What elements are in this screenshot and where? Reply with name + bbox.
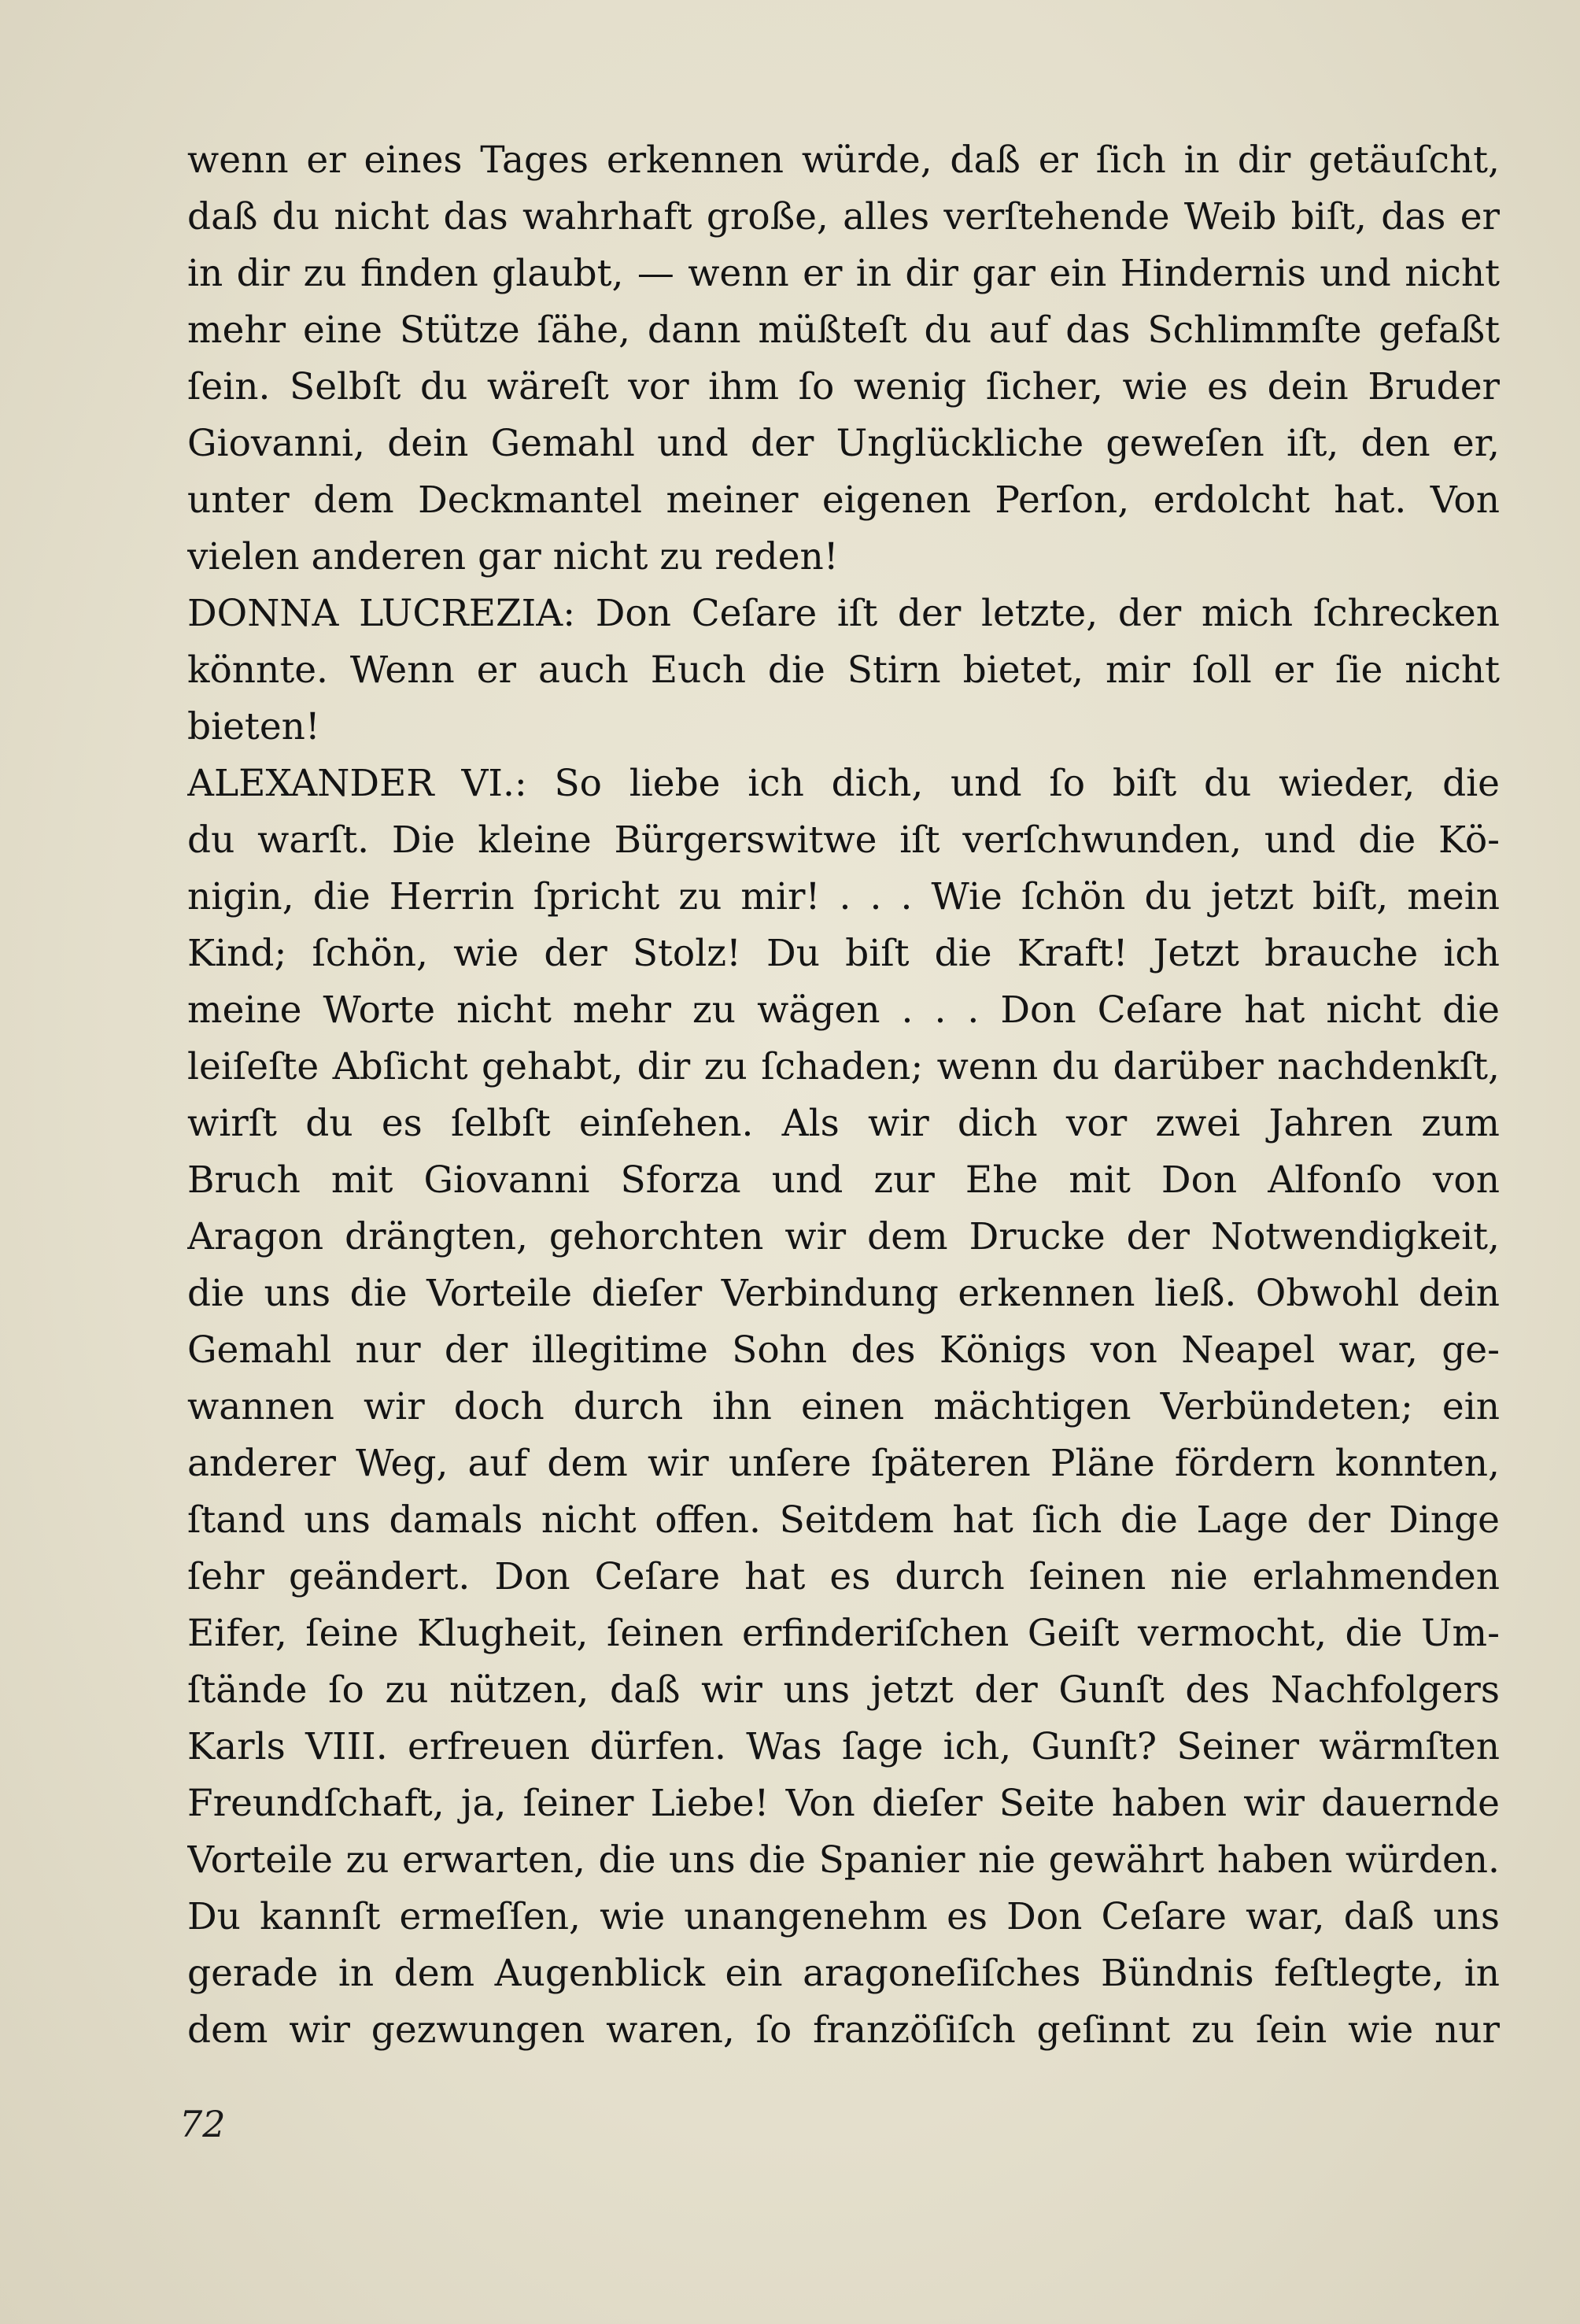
text-line: Eifer, ſeine Klugheit, ſeinen erfinderiſchen Geiſt vermocht, die Um- [187,1612,1500,1655]
text-line: DONNA LUCREZIA: Don Ceſare iſt der letzte, der mich ſchrecken [187,592,1500,635]
text-line: Aragon drängten, gehorchten wir dem Drucke der Notwendigkeit, [187,1215,1500,1258]
text-line: ſtand uns damals nicht offen. Seitdem hat ſich die Lage der Dinge [187,1498,1500,1542]
text-line: ſehr geändert. Don Ceſare hat es durch ſeinen nie erlahmenden [187,1555,1500,1598]
text-line: ſtände ſo zu nützen, daß wir uns jetzt der Gunſt des Nachfolgers [187,1668,1500,1712]
text-line: in dir zu finden glaubt, — wenn er in dir gar ein Hindernis und nicht [187,252,1500,295]
text-line: meine Worte nicht mehr zu wägen . . . Don Ceſare hat nicht die [187,988,1500,1032]
text-line: ALEXANDER VI.: So liebe ich dich, und ſo biſt du wieder, die [187,762,1500,805]
text-line: Bruch mit Giovanni Sforza und zur Ehe mit Don Alfonſo von [187,1158,1500,1202]
page-number: 72 [179,2103,226,2145]
text-line: vielen anderen gar nicht zu reden! [187,535,839,578]
text-line: du warſt. Die kleine Bürgerswitwe iſt verſchwunden, und die Kö- [187,818,1500,862]
text-line: Karls VIII. erfreuen dürfen. Was ſage ich, Gunſt? Seiner wärmſten [187,1725,1500,1768]
text-line: Gemahl nur der illegitime Sohn des Königs von Neapel war, ge- [187,1328,1500,1372]
text-line: anderer Weg, auf dem wir unſere ſpäteren Pläne fördern konnten, [187,1442,1500,1485]
text-line: Kind; ſchön, wie der Stolz! Du biſt die Kraft! Jetzt brauche ich [187,932,1500,975]
text-line: daß du nicht das wahrhaft große, alles verſtehende Weib biſt, das er [187,195,1500,238]
text-line: leiſeſte Abſicht gehabt, dir zu ſchaden; wenn du darüber nachdenkſt, [187,1045,1500,1088]
text-line: wenn er eines Tages erkennen würde, daß er ſich in dir getäuſcht, [187,139,1500,182]
text-line: Giovanni, dein Gemahl und der Unglückliche geweſen iſt, den er, [187,422,1500,465]
text-line: Freundſchaft, ja, ſeiner Liebe! Von dieſer Seite haben wir dauernde [187,1782,1500,1825]
text-line: bieten! [187,705,320,748]
text-line: wirſt du es ſelbſt einſehen. Als wir dich vor zwei Jahren zum [187,1102,1500,1145]
body-text [187,132,1500,2059]
text-line: ſein. Selbſt du wäreſt vor ihm ſo wenig ſicher, wie es dein Bruder [187,365,1500,408]
text-line: die uns die Vorteile dieſer Verbindung erkennen ließ. Obwohl dein [187,1272,1500,1315]
text-line: könnte. Wenn er auch Euch die Stirn bietet, mir ſoll er ſie nicht [187,648,1500,692]
text-line: unter dem Deckmantel meiner eigenen Perſon, erdolcht hat. Von [187,478,1500,522]
text-line: gerade in dem Augenblick ein aragoneſiſches Bündnis feſtlegte, in [187,1952,1500,1995]
text-line: nigin, die Herrin ſpricht zu mir! . . . Wie ſchön du jetzt biſt, mein [187,875,1500,918]
text-line: mehr eine Stütze ſähe, dann müßteſt du auf das Schlimmſte gefaßt [187,309,1500,352]
text-line: Vorteile zu erwarten, die uns die Spanier nie gewährt haben würden. [187,1838,1500,1882]
text-line: Du kannſt ermeſſen, wie unangenehm es Don Ceſare war, daß uns [187,1895,1500,1938]
text-line: wannen wir doch durch ihn einen mächtigen Verbündeten; ein [187,1385,1500,1428]
text-line: dem wir gezwungen waren, ſo franzöſiſch geſinnt zu ſein wie nur [187,2008,1500,2052]
